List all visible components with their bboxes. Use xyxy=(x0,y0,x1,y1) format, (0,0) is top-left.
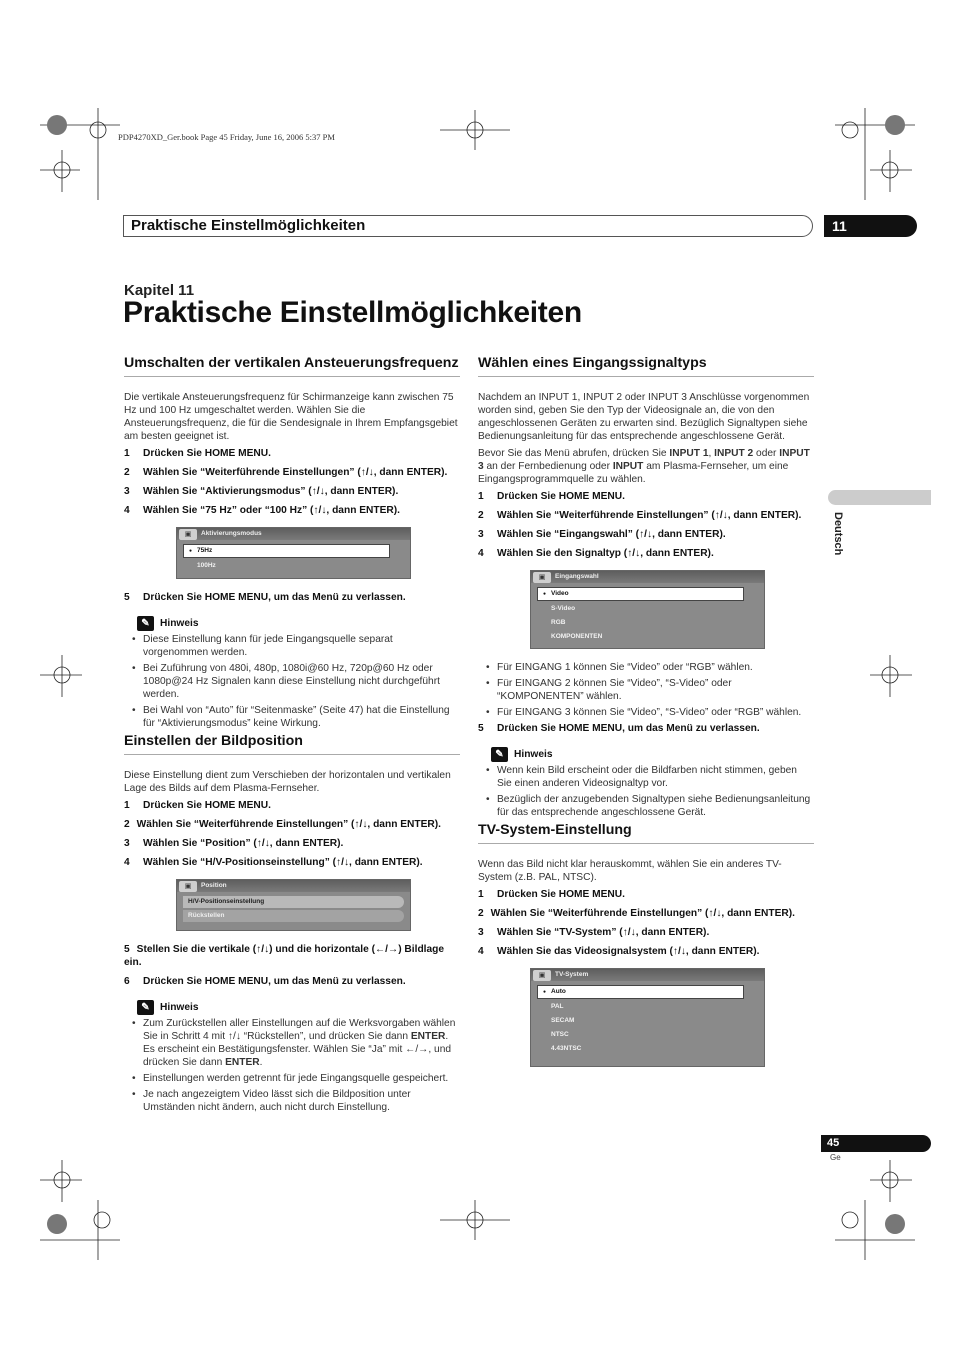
tv-icon: ▣ xyxy=(533,572,551,583)
step: 2 Wählen Sie “Weiterführende Einstellungen” (↑/↓, dann ENTER). xyxy=(124,467,448,478)
osd-item: H/V-Positionseinstellung xyxy=(183,896,404,908)
osd-menu xyxy=(176,879,411,931)
section-heading: TV-System-Einstellung xyxy=(478,822,814,844)
paragraph: Die vertikale Ansteuerungsfrequenz für Schirmanzeige kann zwischen 75 Hz und 100 Hz umgeschaltet werden. Wählen Sie die Ansteuerungsfrequenz, die für die Sendesignale in Ihrem Empfangsgebiet am besten geeignet ist. xyxy=(124,392,458,442)
osd-item: NTSC xyxy=(551,1031,569,1038)
step: 1 Drücken Sie HOME MENU. xyxy=(124,800,271,811)
note-list: • Diese Einstellung kann für jede Eingangsquelle separat vorgenommen werden. • Bei Zuführung von 480i, 480p, 1080i@60 Hz, 720p@60 Hz oder 1080p@24 Hz Signalen kann diese Einstellung nicht durchgeführt werden. • Bei Wahl von “Auto” für “Seitenmaske” (Seite 47) hat die Einstellung für “Aktivierungsmodus” keine Wirkung. xyxy=(124,633,460,730)
osd-item: KOMPONENTEN xyxy=(551,633,603,640)
left-column xyxy=(124,355,460,1117)
step: 4 Wählen Sie “75 Hz” oder “100 Hz” (↑/↓, dann ENTER). xyxy=(124,505,400,516)
osd-item: RGB xyxy=(551,619,566,626)
section-heading: Einstellen der Bildposition xyxy=(124,733,460,755)
chapter-number-badge: 11 xyxy=(824,215,917,237)
paragraph: Wenn das Bild nicht klar herauskommt, wählen Sie ein anderes TV-System (z.B. PAL, NTSC). xyxy=(478,859,782,883)
osd-item: 4.43NTSC xyxy=(551,1045,582,1052)
step: 2 Wählen Sie “Weiterführende Einstellungen” (↑/↓, dann ENTER). xyxy=(124,819,442,830)
step: 4 Wählen Sie “H/V-Positionseinstellung” (↑/↓, dann ENTER). xyxy=(124,857,423,868)
osd-item: PAL xyxy=(551,1003,564,1010)
osd-menu xyxy=(176,527,411,579)
note-header: ✎ Hinweis xyxy=(491,747,814,762)
step: 3 Wählen Sie “TV-System” (↑/↓, dann ENTER). xyxy=(478,927,710,938)
osd-item: Rückstellen xyxy=(183,910,404,922)
bullet-list: • Für EINGANG 1 können Sie “Video” oder “RGB” wählen. • Für EINGANG 2 können Sie “Video”, “S-Video” oder “KOMPONENTEN” wählen. • Für EINGANG 3 können Sie “Video”, “S-Video” oder “RGB” wählen. xyxy=(478,661,814,719)
section-heading: Wählen eines Eingangssignaltyps xyxy=(478,355,814,377)
book-line: PDP4270XD_Ger.book Page 45 Friday, June 16, 2006 5:37 PM xyxy=(118,132,335,142)
page-title: Praktische Einstellmöglichkeiten xyxy=(123,296,582,329)
step: 3 Wählen Sie “Eingangswahl” (↑/↓, dann ENTER). xyxy=(478,529,726,540)
paragraph: Nachdem an INPUT 1, INPUT 2 oder INPUT 3 Anschlüsse vorgenommen worden sind, geben Sie den Typ der Videosignale an, die von den angeschlossenen Geräten zu erwarten sind. Bezüglich Signaltypen siehe Bedienungsanleitung für das entsprechende angeschlossene Gerät. xyxy=(478,392,810,442)
language-tab xyxy=(828,490,931,505)
osd-menu xyxy=(530,968,765,1067)
note-list: • Zum Zurückstellen aller Einstellungen auf die Werksvorgaben wählen Sie in Schritt 4 mit ↑/↓ “Rückstellen”, und drücken Sie dann ENTER. Es erscheint ein Bestätigungsfenster. Wählen Sie “Ja” mit ←/→, und drücken Sie dann ENTER. • Einstellungen werden getrennt für jede Eingangsquelle gespeichert. • Je nach angezeigtem Video lässt sich die Bildposition unter Umständen nicht ändern, auch nicht durch Einstellung. xyxy=(124,1017,460,1114)
note-header: ✎ Hinweis xyxy=(137,1000,460,1015)
note-icon: ✎ xyxy=(491,747,508,762)
step: 1 Drücken Sie HOME MENU. xyxy=(478,889,625,900)
step: 4 Wählen Sie den Signaltyp (↑/↓, dann ENTER). xyxy=(478,548,714,559)
osd-item: S-Video xyxy=(551,605,576,612)
page-number: 45 xyxy=(821,1135,931,1152)
step: 4 Wählen Sie das Videosignalsystem (↑/↓, dann ENTER). xyxy=(478,946,760,957)
tv-icon: ▣ xyxy=(179,881,197,892)
step: 3 Wählen Sie “Aktivierungsmodus” (↑/↓, dann ENTER). xyxy=(124,486,399,497)
step: 5 Drücken Sie HOME MENU, um das Menü zu verlassen. xyxy=(124,592,406,603)
paragraph: Diese Einstellung dient zum Verschieben der horizontalen und vertikalen Lage des Bilds auf dem Plasma-Fernseher. xyxy=(124,770,451,794)
tv-icon: ▣ xyxy=(179,529,197,540)
language-code: Ge xyxy=(830,1153,841,1162)
osd-title: Aktivierungsmodus xyxy=(177,528,410,540)
note-list: • Wenn kein Bild erscheint oder die Bildfarben nicht stimmen, geben Sie einen anderen Videosignaltyp vor. • Bezüglich der anzugebenden Signaltypen siehe Bedienungsanleitung für das entsprechende angeschlossene Gerät. xyxy=(478,764,814,819)
header-title: Praktische Einstellmöglichkeiten xyxy=(131,217,366,234)
note-icon: ✎ xyxy=(137,1000,154,1015)
step: 2 Wählen Sie “Weiterführende Einstellungen” (↑/↓, dann ENTER). xyxy=(478,908,796,919)
tv-icon: ▣ xyxy=(533,970,551,981)
step: 5 Drücken Sie HOME MENU, um das Menü zu verlassen. xyxy=(478,723,760,734)
step: 2 Wählen Sie “Weiterführende Einstellungen” (↑/↓, dann ENTER). xyxy=(478,510,802,521)
osd-title: TV-System xyxy=(531,969,764,981)
osd-item: ● 75Hz xyxy=(183,544,390,558)
osd-title: Position xyxy=(177,880,410,892)
step: 3 Wählen Sie “Position” (↑/↓, dann ENTER). xyxy=(124,838,344,849)
paragraph: Bevor Sie das Menü abrufen, drücken Sie INPUT 1, INPUT 2 oder INPUT 3 an der Fernbedienung oder INPUT am Plasma-Fernseher, um eine Eingangsprogrammquelle zu wählen. xyxy=(478,448,810,485)
step: 1 Drücken Sie HOME MENU. xyxy=(478,491,625,502)
step: 6 Drücken Sie HOME MENU, um das Menü zu verlassen. xyxy=(124,976,406,987)
osd-item: SECAM xyxy=(551,1017,575,1024)
osd-item: 100Hz xyxy=(197,562,216,569)
note-icon: ✎ xyxy=(137,616,154,631)
language-label: Deutsch xyxy=(832,512,844,556)
step: 1 Drücken Sie HOME MENU. xyxy=(124,448,271,459)
osd-item: ● Video xyxy=(537,587,744,601)
right-column xyxy=(478,355,814,1079)
osd-item: ● Auto xyxy=(537,985,744,999)
section-heading: Umschalten der vertikalen Ansteuerungsfrequenz xyxy=(124,355,460,377)
osd-menu xyxy=(530,570,765,649)
chapter-label: Kapitel 11 xyxy=(124,282,195,299)
osd-title: Eingangswahl xyxy=(531,571,764,583)
step: 5 Stellen Sie die vertikale (↑/↓) und die horizontale (←/→) Bildlage ein. xyxy=(124,944,445,968)
note-header: ✎ Hinweis xyxy=(137,616,460,631)
